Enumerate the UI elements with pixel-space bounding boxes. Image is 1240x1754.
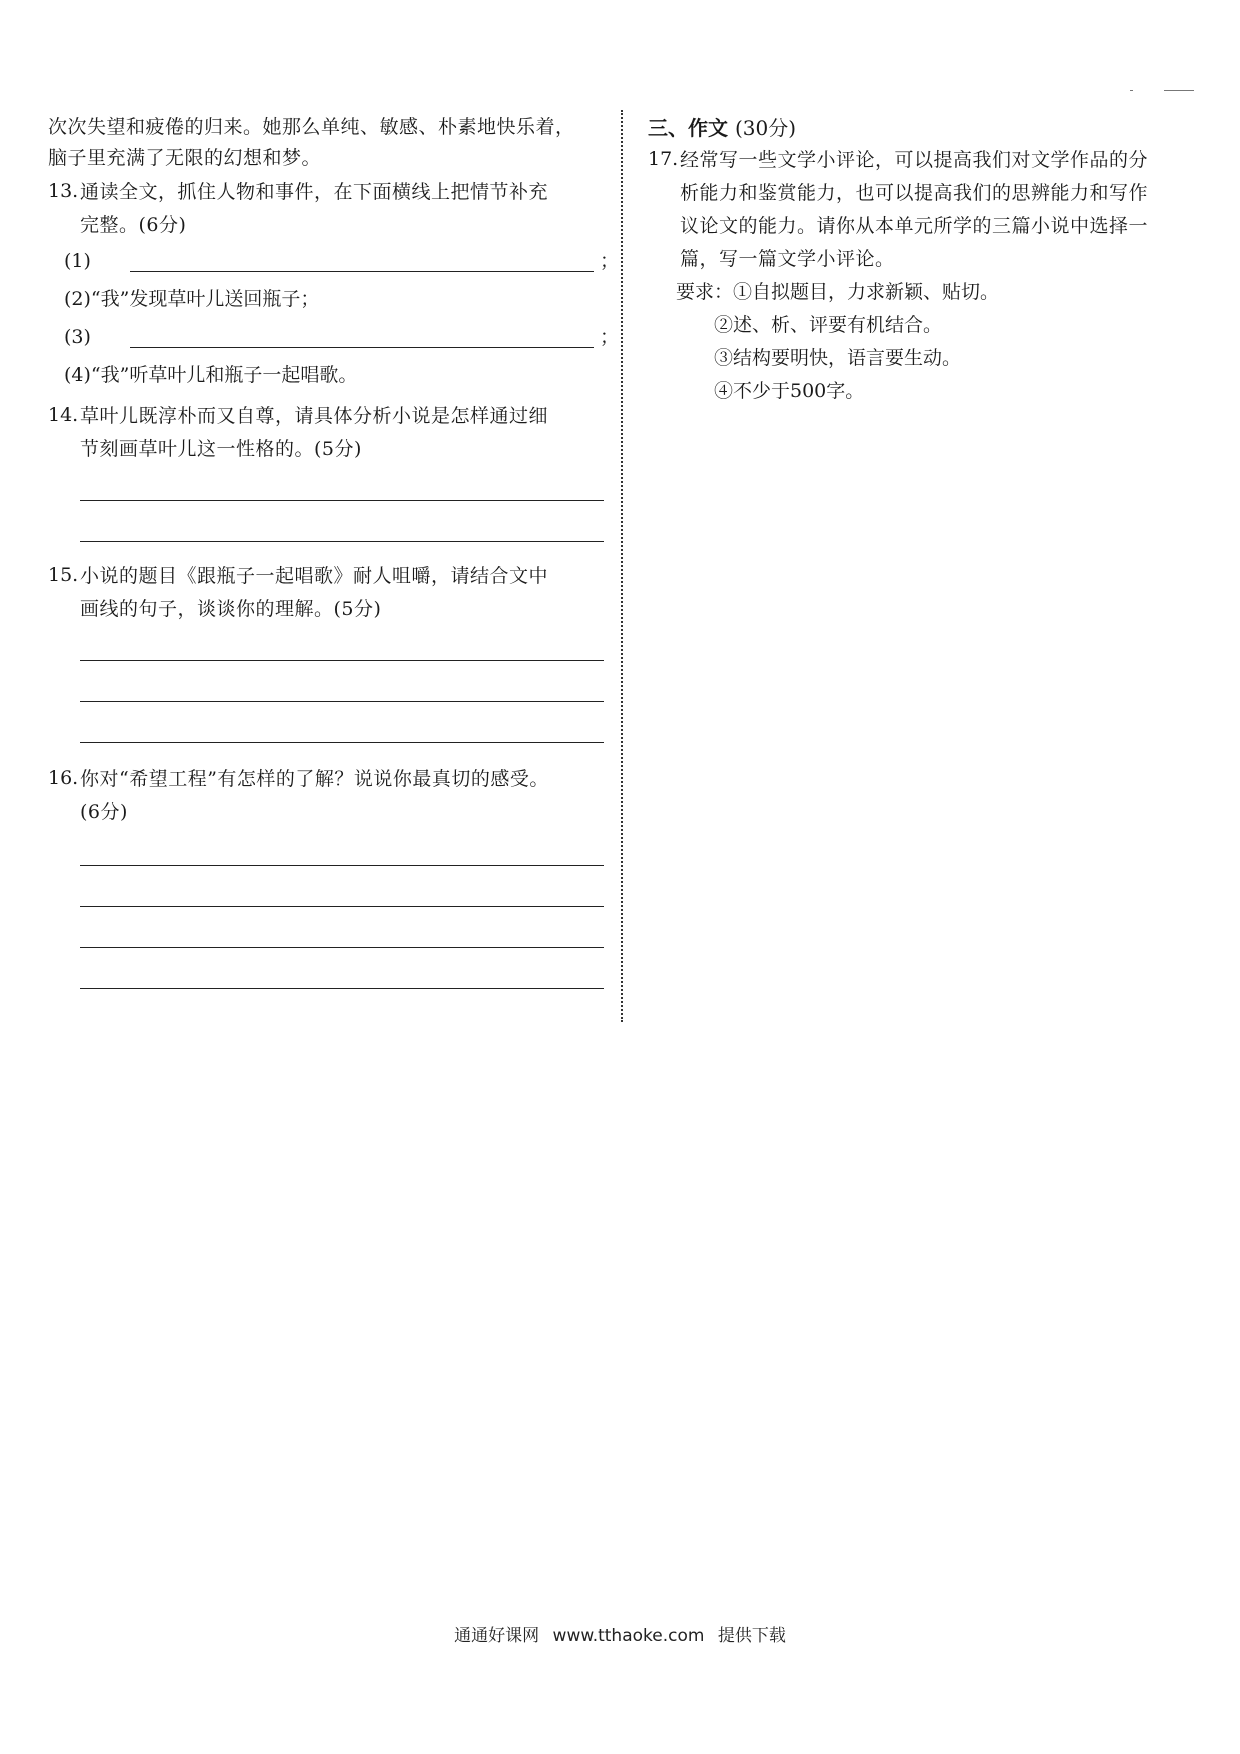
- answer-line[interactable]: [80, 702, 604, 743]
- answer-line[interactable]: [80, 907, 604, 948]
- question-text-line: 画线的句子，谈谈你的理解。(5分): [80, 598, 382, 620]
- question-text-line: 析能力和鉴赏能力，也可以提高我们的思辨能力和写作: [680, 182, 1149, 204]
- question-text-line: 草叶儿既淳朴而又自尊，请具体分析小说是怎样通过细: [80, 405, 549, 427]
- plot-item-1: [48, 242, 620, 280]
- footer-site-name: 通通好课网: [454, 1626, 540, 1646]
- question-text-line: 篇，写一篇文学小评论。: [680, 248, 895, 270]
- requirement-2: ②述、析、评要有机结合。: [714, 314, 943, 336]
- semicolon: ；: [600, 326, 620, 348]
- question-number: 14.: [48, 404, 79, 426]
- question-text-line: (6分): [80, 801, 128, 823]
- question-text-line: 完整。(6分): [80, 214, 187, 236]
- answer-line[interactable]: [80, 948, 604, 989]
- answer-line[interactable]: [80, 501, 604, 542]
- section-heading: [648, 112, 1208, 144]
- answer-blank-3[interactable]: [130, 347, 594, 348]
- scan-marks: [1120, 90, 1200, 102]
- question-number: 16.: [48, 767, 79, 789]
- item-text: (2)“我”发现草叶儿送回瓶子；: [64, 288, 320, 310]
- requirements-label: 要求：: [676, 281, 734, 303]
- question-14: [48, 400, 608, 466]
- question-number: 15.: [48, 564, 79, 586]
- requirement-1: [676, 276, 1208, 309]
- answer-blank-1[interactable]: [130, 271, 594, 272]
- item-label: (1): [64, 250, 91, 272]
- plot-item-3: [48, 318, 620, 356]
- question-text-line: 你对“希望工程”有怎样的了解？说说你最真切的感受。: [80, 768, 549, 790]
- question-15: [48, 560, 608, 626]
- question-text-line: 经常写一些文学小评论，可以提高我们对文学作品的分: [680, 149, 1149, 171]
- question-text-line: 节刻画草叶儿这一性格的。(5分): [80, 438, 362, 460]
- section-points: (30分): [734, 116, 797, 140]
- footer-suffix: 提供下载: [717, 1626, 786, 1646]
- answer-line[interactable]: [80, 460, 604, 501]
- item-label: (3): [64, 326, 91, 348]
- intro-line-2: 脑子里充满了无限的幻想和梦。: [48, 147, 322, 169]
- requirements: [648, 276, 1208, 408]
- intro-line-1: 次次失望和疲倦的归来。她那么单纯、敏感、朴素地快乐着，: [48, 116, 575, 138]
- requirement-4: ④不少于500字。: [714, 380, 865, 402]
- answer-line[interactable]: [80, 825, 604, 866]
- answer-line[interactable]: [80, 866, 604, 907]
- requirement-text: ①自拟题目，力求新颖、贴切。: [733, 281, 1000, 303]
- right-column: [648, 112, 1208, 408]
- question-16: [48, 763, 608, 829]
- question-text-line: 议论文的能力。请你从本单元所学的三篇小说中选择一: [680, 215, 1149, 237]
- question-text-line: 小说的题目《跟瓶子一起唱歌》耐人咀嚼，请结合文中: [80, 565, 549, 587]
- item-text: (4)“我”听草叶儿和瓶子一起唱歌。: [64, 364, 358, 386]
- page-footer: [0, 1621, 1240, 1646]
- answer-line[interactable]: [80, 620, 604, 661]
- section-title: 三、作文: [648, 116, 728, 140]
- question-text-line: 通读全文，抓住人物和事件，在下面横线上把情节补充: [80, 181, 549, 203]
- plot-item-2: [48, 280, 608, 318]
- question-17: [648, 144, 1208, 276]
- plot-item-4: [48, 356, 608, 394]
- question-number: 13.: [48, 180, 79, 202]
- question-number: 17.: [648, 148, 679, 170]
- column-divider: [621, 110, 623, 1022]
- left-column: [48, 112, 620, 989]
- semicolon: ；: [600, 250, 620, 272]
- footer-url[interactable]: www.tthaoke.com: [552, 1626, 705, 1646]
- requirement-3: ③结构要明快，语言要生动。: [714, 347, 962, 369]
- answer-line[interactable]: [80, 661, 604, 702]
- question-13: [48, 176, 608, 242]
